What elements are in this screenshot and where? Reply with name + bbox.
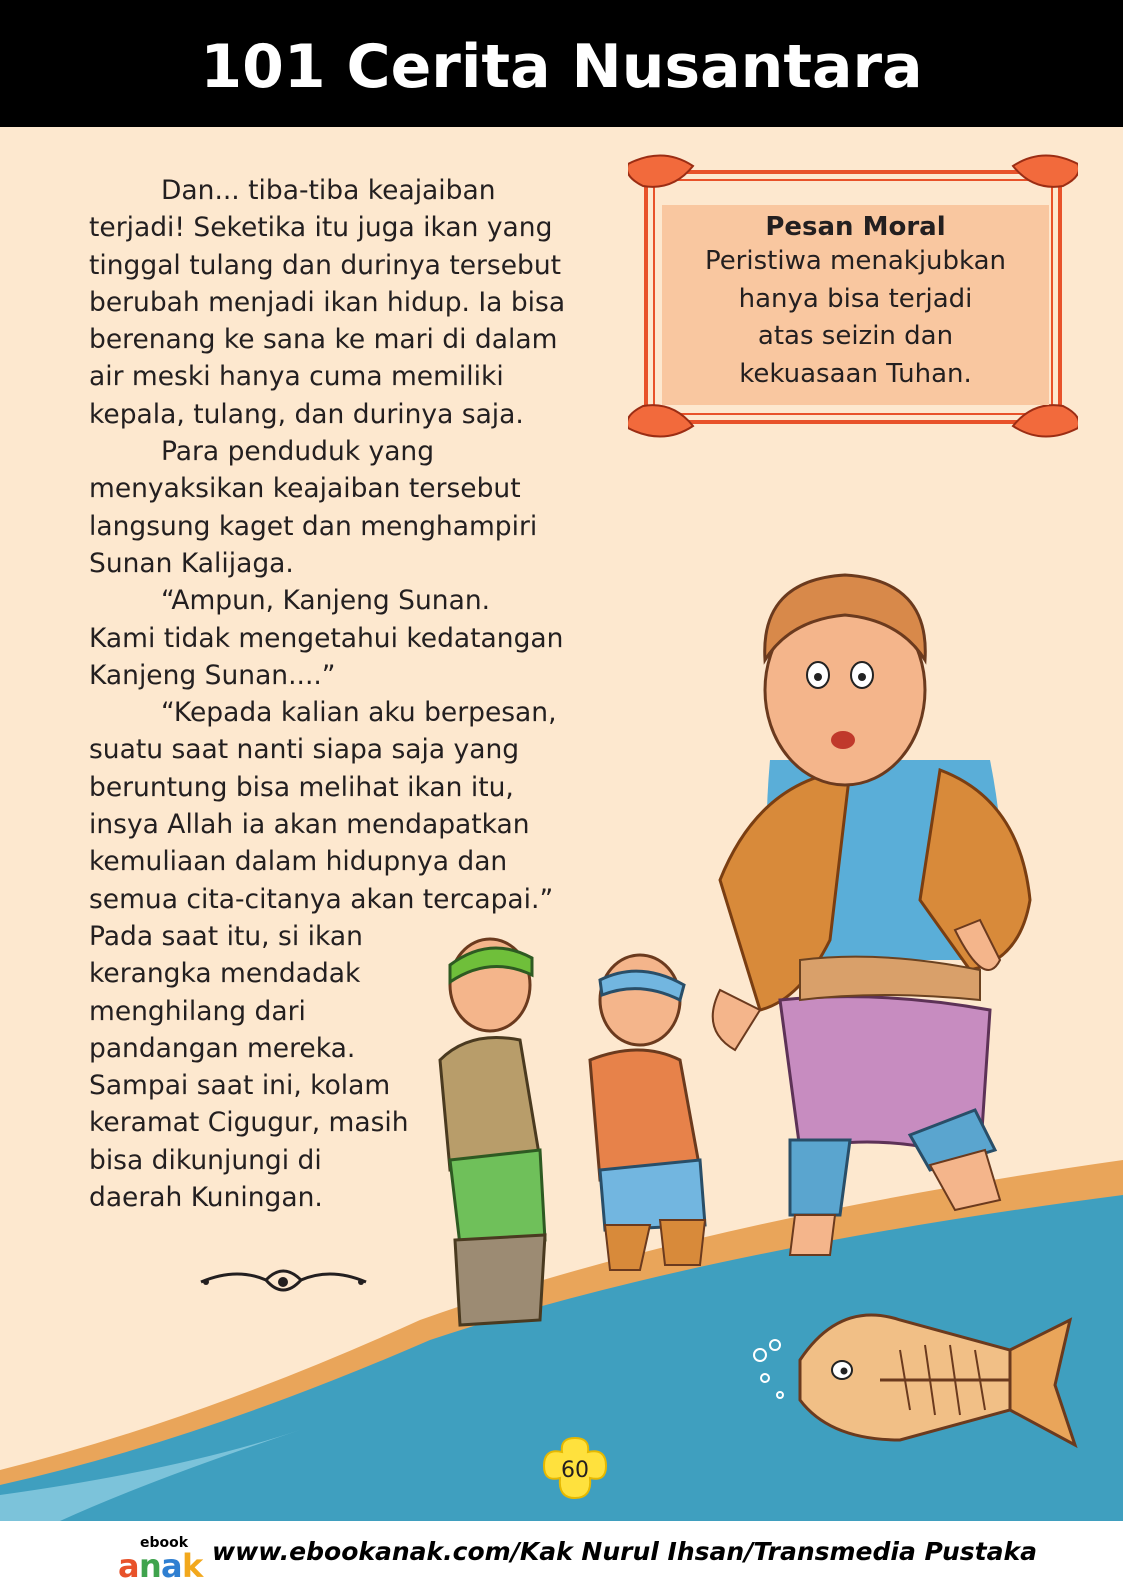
story-line: bisa dikunjungi di (89, 1144, 322, 1176)
svg-text:ebook: ebook (140, 1535, 189, 1551)
svg-text:k: k (182, 1547, 204, 1581)
story-line: insya Allah ia akan mendapatkan (89, 809, 530, 841)
moral-message-box (662, 205, 1049, 405)
page-footer (0, 1521, 1123, 1595)
moral-line: kekuasaan Tuhan. (739, 358, 972, 389)
story-line: kerangka mendadak (89, 958, 361, 990)
villager-boy-blue (590, 955, 705, 1270)
end-ornament-icon (196, 1262, 371, 1302)
villager-man (713, 575, 1030, 1255)
story-line: menghilang dari (89, 995, 306, 1027)
story-line: “Ampun, Kanjeng Sunan. (161, 585, 491, 617)
story-line: tinggal tulang dan durinya tersebut (89, 249, 562, 281)
story-line: Kami tidak mengetahui kedatangan (89, 622, 564, 654)
svg-text:a: a (161, 1547, 183, 1581)
story-line: Sampai saat ini, kolam (89, 1070, 391, 1102)
story-line: langsung kaget dan menghampiri (89, 510, 538, 542)
story-line: semua cita-citanya akan tercapai.” (89, 883, 554, 915)
story-line: Kanjeng Sunan....” (89, 659, 336, 691)
ebookanak-logo (118, 1531, 208, 1581)
story-line: keramat Cigugur, masih (89, 1107, 409, 1139)
moral-title: Pesan Moral (765, 212, 946, 242)
footer-credit: www.ebookanak.com/Kak Nurul Ihsan/Transmedia Pustaka (212, 1537, 1037, 1566)
story-line: berubah menjadi ikan hidup. Ia bisa (89, 286, 566, 318)
story-line: terjadi! Seketika itu juga ikan yang (89, 212, 553, 244)
story-line: berenang ke sana ke mari di dalam (89, 324, 558, 356)
story-line: daerah Kuningan. (89, 1182, 323, 1214)
story-line: Para penduduk yang (161, 436, 435, 468)
story-line: pandangan mereka. (89, 1032, 356, 1064)
story-line: kepala, tulang, dan durinya saja. (89, 398, 524, 430)
story-line: kemuliaan dalam hidupnya dan (89, 846, 508, 878)
story-line: Pada saat itu, si ikan (89, 920, 363, 952)
story-line: “Kepada kalian aku berpesan, (161, 697, 557, 729)
page-number: 60 (561, 1458, 589, 1483)
story-line: suatu saat nanti siapa saja yang (89, 734, 520, 766)
moral-line: atas seizin dan (757, 321, 954, 351)
story-line: Dan... tiba-tiba keajaiban (161, 175, 496, 206)
svg-text:n: n (139, 1547, 162, 1581)
moral-line: Peristiwa menakjubkan (704, 246, 1007, 276)
book-title: 101 Cerita Nusantara (200, 32, 923, 102)
story-line: Sunan Kalijaga. (89, 547, 294, 579)
svg-text:a: a (118, 1547, 140, 1581)
story-line: air meski hanya cuma memiliki (89, 361, 504, 393)
story-text (89, 172, 569, 1216)
story-line: menyaksikan keajaiban tersebut (89, 473, 521, 505)
page-number-badge (540, 1436, 610, 1500)
moral-line: hanya bisa terjadi (738, 283, 973, 314)
story-line: beruntung bisa melihat ikan itu, (89, 771, 514, 803)
